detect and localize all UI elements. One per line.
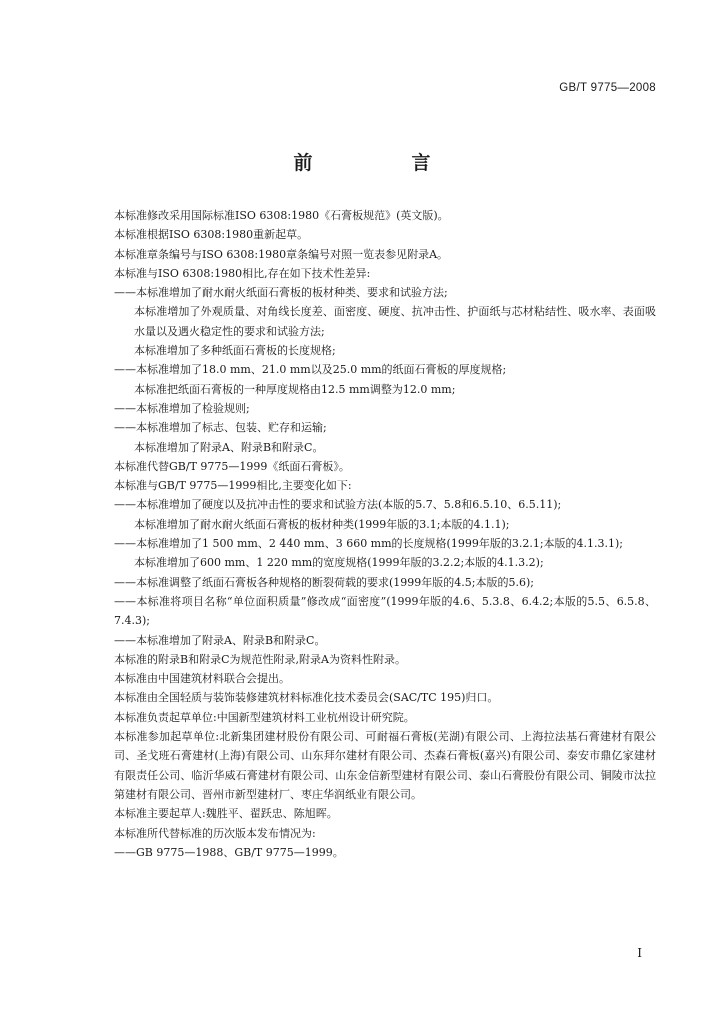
paragraph: 本标准章条编号与ISO 6308:1980章条编号对照一览表参见附录A。	[114, 247, 449, 261]
paragraph: 本标准根据ISO 6308:1980重新起草。	[114, 228, 309, 242]
paragraph: 本标准由全国轻质与装饰装修建筑材料标准化技术委员会(SAC/TC 195)归口。	[114, 691, 499, 705]
list-item: ——本标准增加了硬度以及抗冲击性的要求和试验方法(本版的5.7、5.8和6.5.10、6.5.11);	[114, 498, 562, 512]
list-item: ——本标准增加了标志、包装、贮存和运输;	[114, 421, 327, 435]
page-number: I	[637, 946, 642, 960]
list-item: 本标准把纸面石膏板的一种厚度规格由12.5 mm调整为12.0 mm;	[134, 382, 456, 396]
list-item: ——本标准增加了附录A、附录B和附录C。	[114, 633, 326, 647]
list-item: ——本标准增加了检验规则;	[114, 401, 250, 415]
standard-code: GB/T 9775—2008	[559, 82, 656, 94]
list-item: ——本标准增加了18.0 mm、21.0 mm以及25.0 mm的纸面石膏板的厚度规格;	[114, 363, 507, 377]
page-title: 前 言	[293, 152, 471, 174]
list-item: 本标准增加了附录A、附录B和附录C。	[134, 440, 324, 454]
list-item: ——本标准增加了耐水耐火纸面石膏板的板材种类、要求和试验方法;	[114, 286, 448, 300]
list-item: 本标准增加了多种纸面石膏板的长度规格;	[134, 344, 336, 358]
paragraph: 本标准主要起草人:魏胜平、翟跃忠、陈旭晖。	[114, 807, 338, 821]
paragraph: 本标准负责起草单位:中国新型建筑材料工业杭州设计研究院。	[114, 710, 415, 724]
paragraph: 本标准修改采用国际标准ISO 6308:1980《石膏板规范》(英文版)。	[114, 209, 449, 222]
list-item: ——本标准调整了纸面石膏板各种规格的断裂荷载的要求(1999年版的4.5;本版的5.6);	[114, 575, 534, 589]
list-item: 本标准增加了耐水耐火纸面石膏板的板材种类(1999年版的3.1;本版的4.1.1);	[134, 517, 510, 531]
paragraph: 本标准的附录B和附录C为规范性附录,附录A为资料性附录。	[114, 652, 406, 666]
paragraph: 本标准参加起草单位:北新集团建材股份有限公司、可耐福石膏板(芜湖)有限公司、上海拉法基石膏建材有限公司、圣戈班石膏建材(上海)有限公司、山东拜尔建材有限公司、杰森石膏板(嘉兴)有限公司、泰安市鼎亿家建材有限责任公司、临沂华威石膏建材有限公司、山东金信新型建材有限公司、泰山石膏股份有限公司、铜陵市汰拉第建材有限公司、晋州市新型建材厂、枣庄华润纸业有限公司。	[114, 730, 656, 801]
foreword-body	[104, 206, 656, 862]
paragraph: 本标准与ISO 6308:1980相比,存在如下技术性差异:	[114, 266, 371, 280]
paragraph: 本标准与GB/T 9775—1999相比,主要变化如下:	[114, 479, 352, 493]
paragraph: 本标准所代替标准的历次版本发布情况为:	[114, 826, 316, 840]
paragraph: 本标准代替GB/T 9775—1999《纸面石膏板》。	[114, 459, 350, 473]
list-item: ——本标准增加了1 500 mm、2 440 mm、3 660 mm的长度规格(1999年版的3.2.1;本版的4.1.3.1);	[114, 537, 624, 551]
list-item: ——本标准将项目名称“单位面积质量”修改成“面密度”(1999年版的4.6、5.3.8、6.4.2;本版的5.5、6.5.8、7.4.3);	[114, 594, 656, 628]
list-item: ——GB 9775—1988、GB/T 9775—1999。	[114, 845, 344, 859]
paragraph: 本标准由中国建筑材料联合会提出。	[114, 672, 290, 686]
list-item: 本标准增加了600 mm、1 220 mm的宽度规格(1999年版的3.2.2;本版的4.1.3.2);	[134, 556, 544, 570]
list-item: 本标准增加了外观质量、对角线长度差、面密度、硬度、抗冲击性、护面纸与芯材粘结性、吸水率、表面吸水量以及遇火稳定性的要求和试验方法;	[134, 305, 656, 338]
